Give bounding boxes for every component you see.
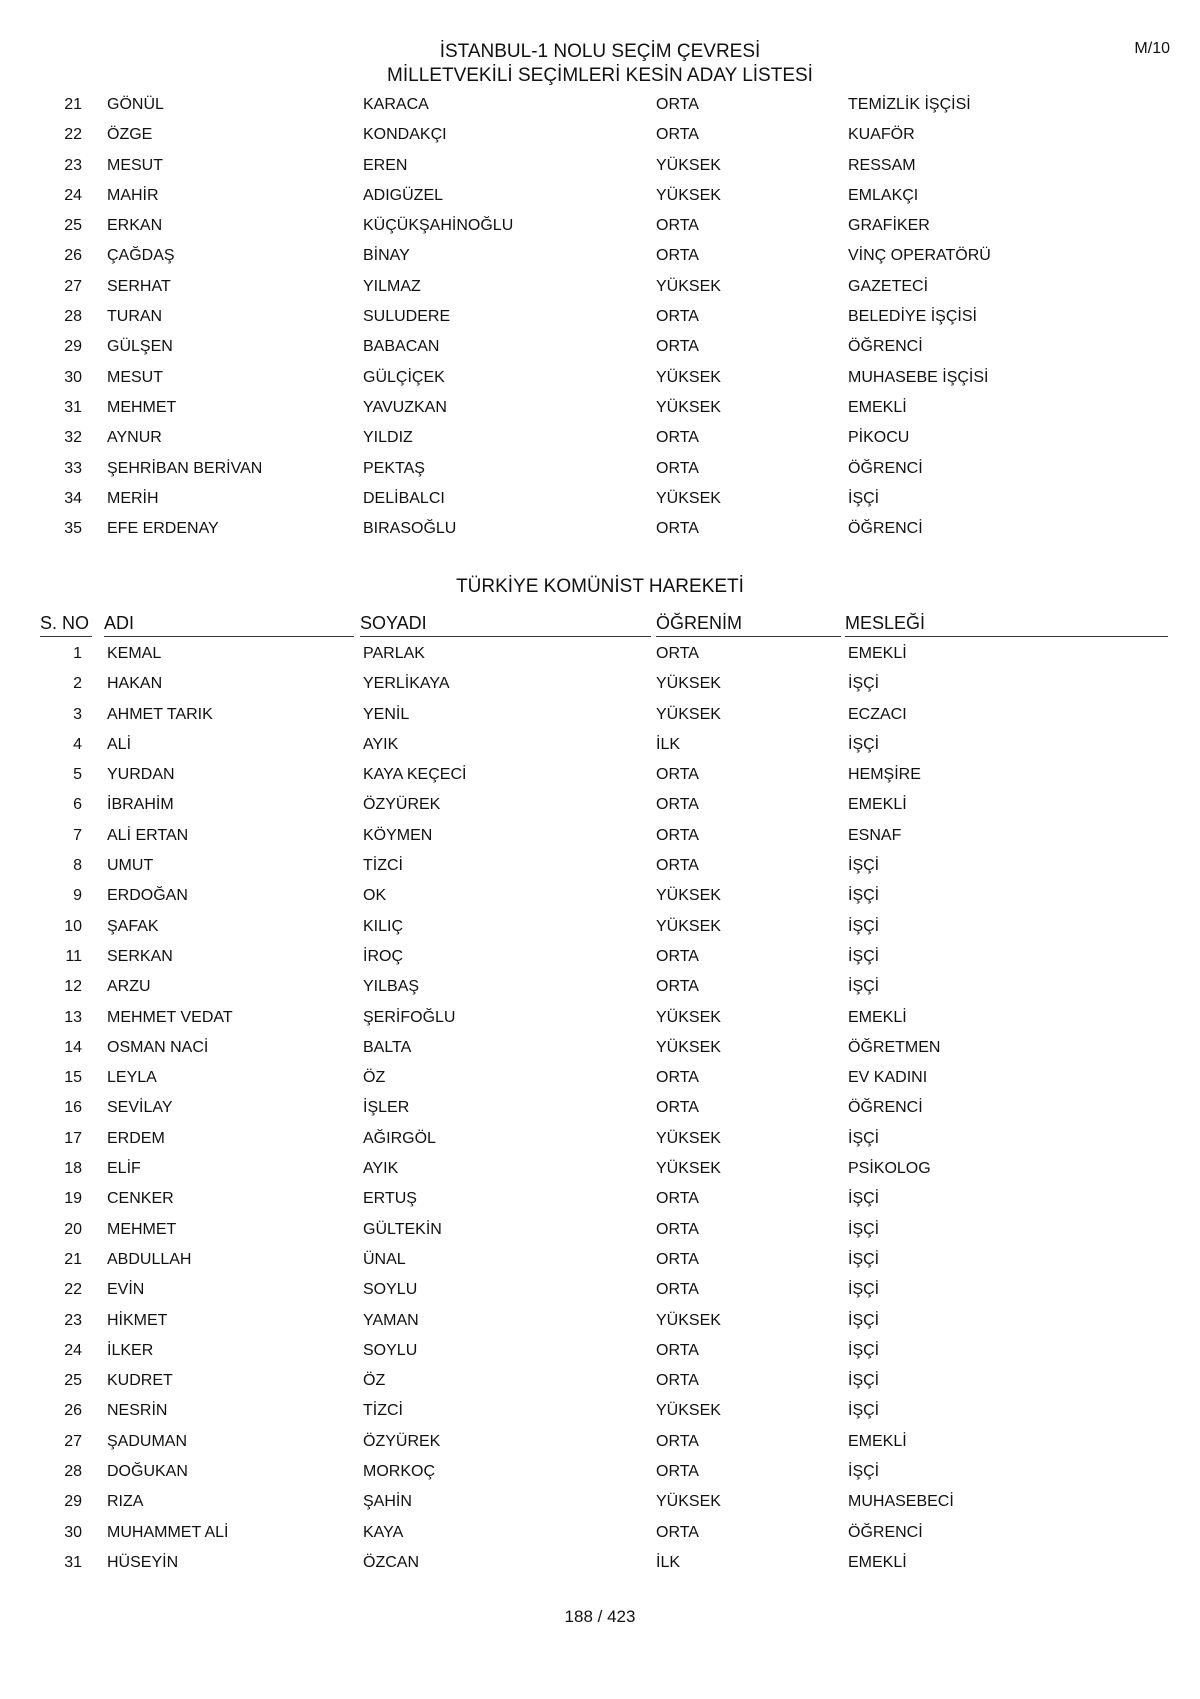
table-row [0, 912, 1200, 942]
table-row [0, 1427, 1200, 1457]
cell-no: 25 [64, 217, 82, 235]
cell-soyadi: DELİBALCI [363, 489, 445, 507]
cell-adi: GÜLŞEN [107, 338, 173, 356]
cell-ogrenim: ORTA [656, 429, 699, 447]
cell-meslegi: İŞÇİ [848, 947, 880, 965]
cell-no: 28 [64, 308, 82, 326]
cell-soyadi: ADIGÜZEL [363, 186, 444, 204]
table-row [0, 1306, 1200, 1336]
cell-soyadi: EREN [363, 156, 408, 174]
table-row [0, 363, 1200, 393]
table-row [0, 730, 1200, 760]
column-header-soyadi: SOYADI [360, 611, 651, 637]
cell-ogrenim: ORTA [656, 645, 699, 662]
cell-adi: NESRİN [107, 1402, 168, 1420]
cell-soyadi: ŞAHİN [363, 1493, 412, 1511]
cell-adi: ŞADUMAN [107, 1432, 188, 1450]
cell-no: 31 [64, 398, 82, 416]
table-row [0, 120, 1200, 150]
cell-no: 5 [73, 766, 82, 784]
cell-soyadi: YAMAN [363, 1311, 419, 1329]
cell-no: 20 [64, 1220, 82, 1238]
cell-meslegi: İŞÇİ [848, 917, 880, 935]
cell-soyadi: ÖZYÜREK [363, 796, 441, 814]
cell-ogrenim: ORTA [656, 459, 699, 477]
cell-soyadi: BİNAY [363, 247, 410, 265]
cell-no: 3 [73, 705, 82, 723]
table-row [0, 1396, 1200, 1426]
cell-soyadi: BIRASOĞLU [363, 520, 457, 538]
cell-soyadi: OK [363, 887, 387, 905]
cell-adi: YURDAN [107, 766, 175, 784]
cell-adi: EFE ERDENAY [107, 520, 219, 538]
cell-no: 28 [64, 1463, 82, 1481]
cell-meslegi: PSİKOLOG [848, 1160, 931, 1178]
table-row [0, 1275, 1200, 1305]
cell-meslegi: ECZACI [848, 705, 907, 723]
page-title-line-2: MİLLETVEKİLİ SEÇİMLERİ KESİN ADAY LİSTESİ [387, 65, 813, 86]
cell-soyadi: İROÇ [363, 947, 403, 965]
table-row [0, 851, 1200, 881]
cell-no: 4 [73, 735, 82, 753]
cell-meslegi: GRAFİKER [848, 217, 930, 235]
cell-meslegi: İŞÇİ [848, 675, 880, 693]
cell-meslegi: ÖĞRENCİ [848, 520, 923, 538]
cell-meslegi: EMEKLİ [848, 1553, 907, 1571]
cell-ogrenim: ORTA [656, 1523, 699, 1541]
cell-meslegi: EMEKLİ [848, 1008, 907, 1026]
cell-adi: ERDOĞAN [107, 887, 188, 905]
cell-ogrenim: ORTA [656, 126, 699, 144]
cell-no: 17 [64, 1129, 82, 1147]
cell-adi: MUHAMMET ALİ [107, 1523, 229, 1541]
cell-meslegi: EV KADINI [848, 1069, 928, 1087]
page-title-line-1: İSTANBUL-1 NOLU SEÇİM ÇEVRESİ [439, 41, 761, 62]
page-number: 188 / 423 [564, 1607, 636, 1626]
cell-no: 23 [64, 1311, 82, 1329]
cell-ogrenim: YÜKSEK [656, 1311, 721, 1329]
cell-soyadi: ÖZYÜREK [363, 1432, 441, 1450]
table-row [0, 1033, 1200, 1063]
cell-no: 21 [64, 1250, 82, 1268]
cell-adi: UMUT [107, 857, 154, 875]
cell-no: 22 [64, 1281, 82, 1299]
table-row [0, 1154, 1200, 1184]
cell-soyadi: GÜLÇİÇEK [363, 368, 445, 386]
table-row [0, 881, 1200, 911]
cell-adi: TURAN [107, 308, 163, 326]
cell-no: 10 [64, 917, 82, 935]
cell-meslegi: GAZETECİ [848, 277, 929, 295]
table-row [0, 90, 1200, 120]
cell-ogrenim: YÜKSEK [656, 1493, 721, 1511]
page-code: M/10 [1134, 40, 1170, 57]
cell-adi: ERDEM [107, 1129, 165, 1147]
table-row [0, 821, 1200, 851]
cell-adi: MERİH [107, 489, 159, 507]
cell-meslegi: İŞÇİ [848, 1341, 880, 1359]
cell-ogrenim: ORTA [656, 947, 699, 965]
cell-no: 21 [64, 96, 82, 113]
cell-adi: CENKER [107, 1190, 174, 1208]
cell-meslegi: EMLAKÇI [848, 186, 919, 204]
cell-no: 30 [64, 1523, 82, 1541]
cell-meslegi: İŞÇİ [848, 887, 880, 905]
cell-ogrenim: ORTA [656, 308, 699, 326]
table-row [0, 639, 1200, 669]
cell-ogrenim: YÜKSEK [656, 398, 721, 416]
table-row [0, 669, 1200, 699]
cell-no: 14 [64, 1038, 82, 1056]
cell-adi: MESUT [107, 368, 163, 386]
cell-adi: MEHMET VEDAT [107, 1008, 233, 1026]
table-row [0, 1063, 1200, 1093]
table-row [0, 1366, 1200, 1396]
cell-soyadi: ERTUŞ [363, 1190, 417, 1208]
cell-no: 24 [64, 1341, 82, 1359]
cell-meslegi: ÖĞRENCİ [848, 459, 923, 477]
table-row [0, 211, 1200, 241]
cell-adi: ABDULLAH [107, 1250, 192, 1268]
table-row [0, 272, 1200, 302]
prev-section-table [0, 90, 1200, 544]
cell-soyadi: KÜÇÜKŞAHİNOĞLU [363, 217, 514, 235]
cell-ogrenim: ORTA [656, 1099, 699, 1117]
cell-adi: KEMAL [107, 645, 162, 662]
cell-soyadi: SULUDERE [363, 308, 451, 326]
cell-ogrenim: YÜKSEK [656, 917, 721, 935]
cell-adi: ŞEHRİBAN BERİVAN [107, 459, 263, 477]
cell-meslegi: İŞÇİ [848, 489, 880, 507]
cell-soyadi: PEKTAŞ [363, 459, 425, 477]
cell-no: 24 [64, 186, 82, 204]
cell-ogrenim: ORTA [656, 978, 699, 996]
cell-adi: İLKER [107, 1341, 154, 1359]
table-row [0, 942, 1200, 972]
table-row [0, 1336, 1200, 1366]
cell-no: 9 [73, 887, 82, 905]
cell-meslegi: İŞÇİ [848, 1311, 880, 1329]
cell-meslegi: İŞÇİ [848, 1220, 880, 1238]
cell-adi: SERHAT [107, 277, 171, 295]
cell-soyadi: KARACA [363, 96, 429, 113]
cell-ogrenim: ORTA [656, 1281, 699, 1299]
cell-soyadi: KILIÇ [363, 917, 404, 935]
cell-adi: ALİ [107, 735, 132, 753]
table-row [0, 1457, 1200, 1487]
cell-adi: ARZU [107, 978, 151, 996]
cell-no: 35 [64, 520, 82, 538]
table-row [0, 1215, 1200, 1245]
cell-no: 23 [64, 156, 82, 174]
cell-adi: ÇAĞDAŞ [107, 247, 175, 265]
cell-no: 31 [64, 1553, 82, 1571]
cell-no: 27 [64, 1432, 82, 1450]
table-row [0, 151, 1200, 181]
cell-no: 29 [64, 338, 82, 356]
cell-soyadi: ÖZCAN [363, 1553, 419, 1571]
column-header-ogrenim: ÖĞRENİM [656, 611, 841, 637]
cell-adi: MAHİR [107, 186, 159, 204]
table-row [0, 700, 1200, 730]
cell-no: 2 [73, 675, 82, 693]
cell-soyadi: YILBAŞ [363, 978, 420, 996]
cell-ogrenim: ORTA [656, 1372, 699, 1390]
cell-no: 13 [64, 1008, 82, 1026]
cell-no: 16 [64, 1099, 82, 1117]
table-row [0, 423, 1200, 453]
table-row [0, 760, 1200, 790]
cell-adi: EVİN [107, 1281, 145, 1299]
cell-meslegi: İŞÇİ [848, 1190, 880, 1208]
cell-ogrenim: YÜKSEK [656, 1008, 721, 1026]
cell-ogrenim: YÜKSEK [656, 1402, 721, 1420]
cell-adi: HİKMET [107, 1311, 168, 1329]
cell-meslegi: MUHASEBECİ [848, 1493, 954, 1511]
cell-ogrenim: YÜKSEK [656, 368, 721, 386]
cell-ogrenim: ORTA [656, 796, 699, 814]
cell-meslegi: İŞÇİ [848, 735, 880, 753]
cell-adi: KUDRET [107, 1372, 173, 1390]
cell-meslegi: İŞÇİ [848, 1372, 880, 1390]
cell-adi: HAKAN [107, 675, 163, 693]
table-row [0, 1184, 1200, 1214]
cell-adi: İBRAHİM [107, 796, 174, 814]
cell-soyadi: KÖYMEN [363, 826, 433, 844]
cell-soyadi: YERLİKAYA [363, 675, 450, 693]
cell-meslegi: VİNÇ OPERATÖRÜ [848, 247, 991, 265]
cell-soyadi: ÜNAL [363, 1250, 406, 1268]
cell-soyadi: YENİL [363, 705, 410, 723]
cell-meslegi: EMEKLİ [848, 398, 907, 416]
cell-soyadi: ÖZ [363, 1372, 386, 1390]
cell-meslegi: EMEKLİ [848, 796, 907, 814]
cell-soyadi: YAVUZKAN [363, 398, 447, 416]
table-row [0, 241, 1200, 271]
table-row [0, 1003, 1200, 1033]
table-row [0, 514, 1200, 544]
cell-adi: ÖZGE [107, 126, 153, 144]
cell-no: 32 [64, 429, 82, 447]
cell-ogrenim: İLK [656, 1553, 681, 1571]
cell-meslegi: TEMİZLİK İŞÇİSİ [848, 96, 971, 113]
cell-ogrenim: ORTA [656, 520, 699, 538]
cell-adi: OSMAN NACİ [107, 1038, 209, 1056]
cell-meslegi: ÖĞRETMEN [848, 1038, 941, 1056]
cell-meslegi: ÖĞRENCİ [848, 338, 923, 356]
cell-ogrenim: YÜKSEK [656, 186, 721, 204]
table-row [0, 454, 1200, 484]
cell-meslegi: HEMŞİRE [848, 766, 921, 784]
cell-no: 22 [64, 126, 82, 144]
cell-ogrenim: ORTA [656, 766, 699, 784]
cell-ogrenim: ORTA [656, 1432, 699, 1450]
cell-meslegi: MUHASEBE İŞÇİSİ [848, 368, 989, 386]
cell-adi: MESUT [107, 156, 163, 174]
cell-soyadi: ŞERİFOĞLU [363, 1008, 456, 1026]
cell-adi: ELİF [107, 1160, 141, 1178]
table-row [0, 1124, 1200, 1154]
cell-no: 30 [64, 368, 82, 386]
cell-ogrenim: ORTA [656, 338, 699, 356]
cell-ogrenim: ORTA [656, 1250, 699, 1268]
cell-adi: ALİ ERTAN [107, 826, 189, 844]
cell-ogrenim: ORTA [656, 857, 699, 875]
cell-meslegi: PİKOCU [848, 429, 910, 447]
table-row [0, 181, 1200, 211]
cell-adi: ŞAFAK [107, 917, 159, 935]
cell-ogrenim: ORTA [656, 1463, 699, 1481]
cell-ogrenim: YÜKSEK [656, 705, 721, 723]
cell-no: 33 [64, 459, 82, 477]
cell-no: 26 [64, 247, 82, 265]
cell-no: 27 [64, 277, 82, 295]
cell-adi: MEHMET [107, 1220, 177, 1238]
cell-soyadi: BABACAN [363, 338, 440, 356]
cell-no: 11 [65, 947, 82, 965]
cell-ogrenim: ORTA [656, 247, 699, 265]
table-row [0, 1518, 1200, 1548]
cell-meslegi: İŞÇİ [848, 1250, 880, 1268]
cell-no: 8 [73, 857, 82, 875]
cell-meslegi: ESNAF [848, 826, 902, 844]
cell-adi: HÜSEYİN [107, 1553, 179, 1571]
cell-meslegi: KUAFÖR [848, 126, 915, 144]
table-row [0, 790, 1200, 820]
table-row [0, 972, 1200, 1002]
table-row [0, 1245, 1200, 1275]
cell-ogrenim: İLK [656, 735, 681, 753]
cell-ogrenim: ORTA [656, 1069, 699, 1087]
cell-adi: LEYLA [107, 1069, 157, 1087]
cell-no: 12 [64, 978, 82, 996]
table-row [0, 1548, 1200, 1578]
cell-soyadi: TİZCİ [363, 1402, 403, 1420]
cell-soyadi: ÖZ [363, 1069, 386, 1087]
table-row [0, 1093, 1200, 1123]
table-row [0, 332, 1200, 362]
table-header [0, 611, 1200, 637]
party-table [0, 639, 1200, 1578]
table-row [0, 302, 1200, 332]
cell-no: 1 [73, 645, 82, 662]
cell-ogrenim: ORTA [656, 96, 699, 113]
cell-meslegi: İŞÇİ [848, 1402, 880, 1420]
cell-adi: RIZA [107, 1493, 144, 1511]
cell-no: 29 [64, 1493, 82, 1511]
cell-meslegi: ÖĞRENCİ [848, 1523, 923, 1541]
cell-ogrenim: ORTA [656, 1220, 699, 1238]
cell-adi: AYNUR [107, 429, 162, 447]
cell-ogrenim: YÜKSEK [656, 1129, 721, 1147]
cell-no: 26 [64, 1402, 82, 1420]
cell-soyadi: SOYLU [363, 1341, 418, 1359]
cell-soyadi: KAYA [363, 1523, 404, 1541]
cell-soyadi: KAYA KEÇECİ [363, 766, 467, 784]
cell-meslegi: RESSAM [848, 156, 916, 174]
cell-ogrenim: YÜKSEK [656, 887, 721, 905]
cell-ogrenim: YÜKSEK [656, 277, 721, 295]
table-row [0, 484, 1200, 514]
cell-ogrenim: YÜKSEK [656, 1038, 721, 1056]
cell-soyadi: KONDAKÇI [363, 126, 447, 144]
cell-adi: SERKAN [107, 947, 173, 965]
cell-ogrenim: ORTA [656, 217, 699, 235]
cell-meslegi: EMEKLİ [848, 1432, 907, 1450]
cell-ogrenim: YÜKSEK [656, 489, 721, 507]
cell-adi: ERKAN [107, 217, 163, 235]
cell-soyadi: SOYLU [363, 1281, 418, 1299]
cell-ogrenim: ORTA [656, 1341, 699, 1359]
cell-no: 6 [73, 796, 82, 814]
cell-meslegi: EMEKLİ [848, 645, 907, 662]
cell-soyadi: GÜLTEKİN [363, 1220, 442, 1238]
cell-no: 15 [64, 1069, 82, 1087]
column-header-adi: ADI [104, 611, 354, 637]
cell-ogrenim: YÜKSEK [656, 675, 721, 693]
cell-ogrenim: ORTA [656, 826, 699, 844]
cell-soyadi: AYIK [363, 1160, 399, 1178]
table-row [0, 393, 1200, 423]
cell-soyadi: AYIK [363, 735, 399, 753]
cell-soyadi: BALTA [363, 1038, 412, 1056]
cell-meslegi: İŞÇİ [848, 1463, 880, 1481]
cell-soyadi: İŞLER [363, 1099, 410, 1117]
party-title: TÜRKİYE KOMÜNİST HAREKETİ [456, 576, 744, 597]
cell-adi: SEVİLAY [107, 1099, 173, 1117]
cell-no: 34 [64, 489, 82, 507]
cell-ogrenim: YÜKSEK [656, 1160, 721, 1178]
cell-soyadi: PARLAK [363, 645, 425, 662]
cell-soyadi: YILMAZ [363, 277, 421, 295]
table-row [0, 1487, 1200, 1517]
column-header-no: S. NO [40, 611, 92, 637]
cell-no: 7 [73, 826, 82, 844]
cell-no: 19 [64, 1190, 82, 1208]
cell-ogrenim: YÜKSEK [656, 156, 721, 174]
cell-ogrenim: ORTA [656, 1190, 699, 1208]
cell-soyadi: MORKOÇ [363, 1463, 435, 1481]
cell-soyadi: YILDIZ [363, 429, 413, 447]
cell-soyadi: TİZCİ [363, 857, 403, 875]
cell-adi: GÖNÜL [107, 96, 164, 113]
cell-soyadi: AĞIRGÖL [363, 1129, 436, 1147]
column-header-meslegi: MESLEĞİ [845, 611, 1168, 637]
cell-no: 18 [64, 1160, 82, 1178]
cell-adi: MEHMET [107, 398, 177, 416]
cell-meslegi: İŞÇİ [848, 978, 880, 996]
cell-no: 25 [64, 1372, 82, 1390]
cell-adi: AHMET TARIK [107, 705, 213, 723]
cell-meslegi: İŞÇİ [848, 1129, 880, 1147]
cell-meslegi: İŞÇİ [848, 857, 880, 875]
cell-meslegi: BELEDİYE İŞÇİSİ [848, 308, 977, 326]
cell-meslegi: İŞÇİ [848, 1281, 880, 1299]
cell-adi: DOĞUKAN [107, 1463, 188, 1481]
cell-meslegi: ÖĞRENCİ [848, 1099, 923, 1117]
